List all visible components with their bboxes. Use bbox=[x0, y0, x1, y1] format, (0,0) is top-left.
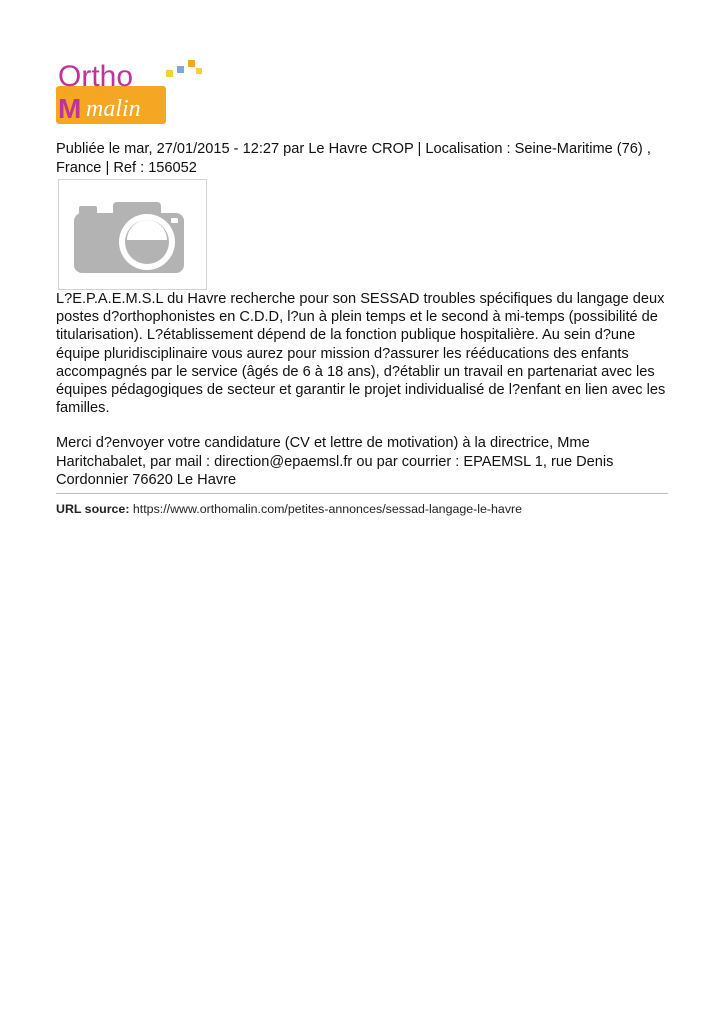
url-source-label: URL source: bbox=[56, 502, 130, 516]
logo-graphic bbox=[56, 56, 216, 126]
orthomalin-logo[interactable] bbox=[56, 56, 216, 126]
url-source-link[interactable]: https://www.orthomalin.com/petites-annonces/sessad-langage-le-havre bbox=[132, 502, 523, 516]
logo-malin-text: malin bbox=[86, 96, 141, 122]
logo-square-yellow-2 bbox=[196, 68, 202, 74]
logo-square-blue bbox=[177, 66, 184, 73]
url-source bbox=[56, 501, 668, 517]
application-paragraph: Merci d?envoyer votre candidature (CV et lettre de motivation) à la directrice, Mme Haritchabalet, par mail : direction@epaemsl.fr ou par courrier : EPAEMSL 1, rue Denis Cordonnier 76620 Le Havre bbox=[56, 435, 614, 488]
job-description bbox=[56, 290, 671, 506]
logo-m-initial: M bbox=[58, 93, 82, 124]
camera-icon bbox=[59, 180, 206, 289]
logo-square-yellow bbox=[166, 70, 173, 77]
logo-ortho-text: Ortho bbox=[58, 60, 134, 93]
divider bbox=[56, 493, 668, 494]
description-paragraph: L?E.P.A.E.M.S.L du Havre recherche pour son SESSAD troubles spécifiques du langage deux postes d?orthophonistes en C.D.D, l?un à plein temps et le second à mi-temps (possibilité de titularisation). L?établissement dépend de la fonction publique hospitalière. Au sein d?une équipe pluridisciplinaire vous aurez pour mission d?assurer les rééducations des enfants accompagnés par le service (âgés de 6 à 18 ans), d?établir un travail en partenariat avec les équipes pédagogiques de secteur et garantir le projet individualisé de l?enfant en lien avec les familles. bbox=[56, 291, 666, 417]
posting-meta: Publiée le mar, 27/01/2015 - 12:27 par Le Havre CROP | Localisation : Seine-Maritime (76) , France | Ref : 156052 bbox=[56, 141, 651, 176]
photo-placeholder bbox=[58, 179, 207, 290]
logo-square-orange bbox=[188, 60, 195, 67]
